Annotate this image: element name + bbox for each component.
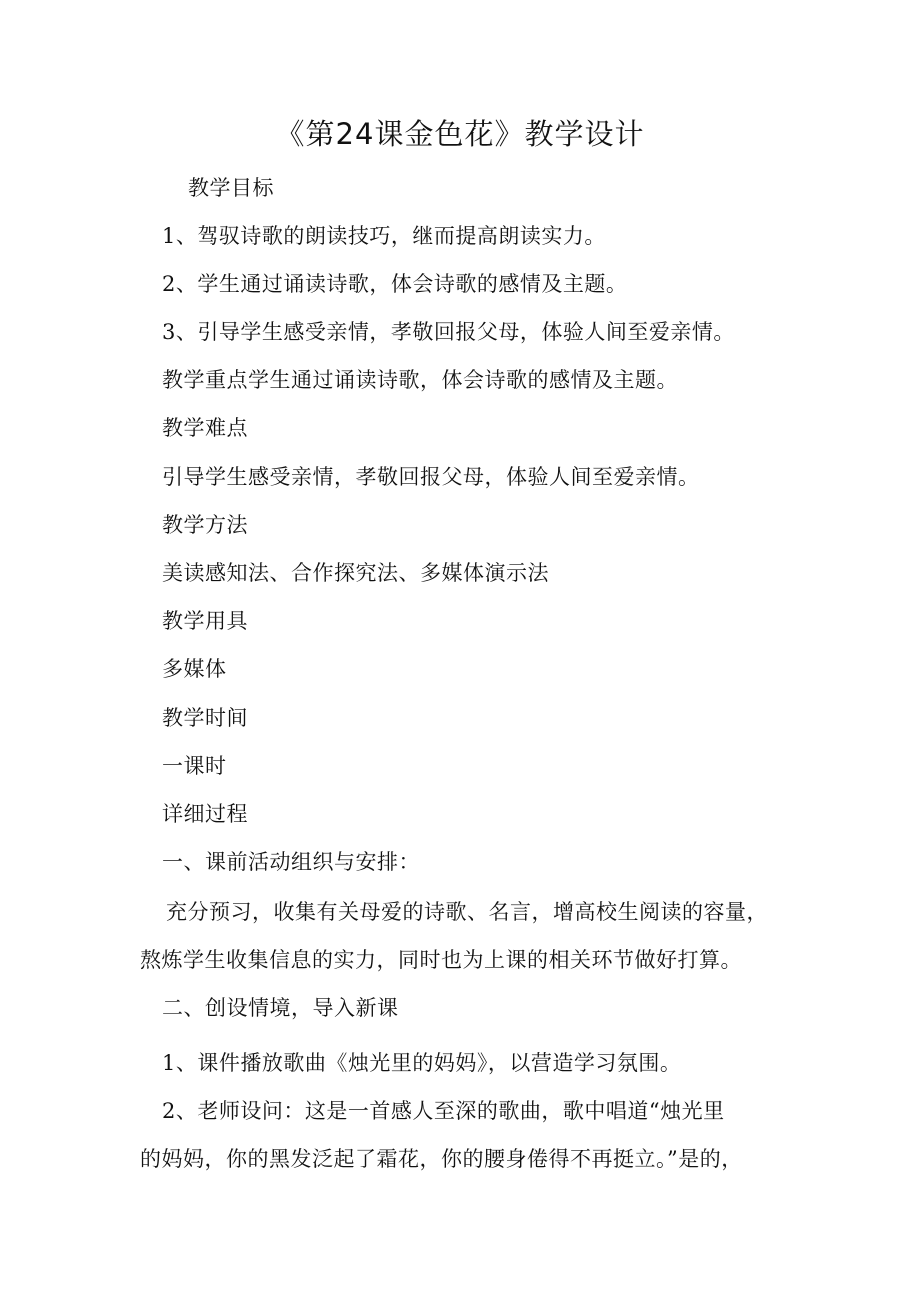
objective-item-3: 3、引导学生感受亲情，孝敬回报父母，体验人间至爱亲情。	[162, 320, 735, 344]
difficulty-text: 引导学生感受亲情，孝敬回报父母，体验人间至爱亲情。	[162, 465, 700, 489]
time-text: 一课时	[162, 754, 227, 778]
paragraph-line: 的妈妈，你的黑发泛起了霜花，你的腰身倦得不再挺立。”是的，	[140, 1147, 743, 1171]
key-point-text: 教学重点学生通过诵读诗歌，体会诗歌的感情及主题。	[162, 368, 678, 392]
paragraph-line: 1、课件播放歌曲《烛光里的妈妈》，以营造学习氛围。	[162, 1051, 682, 1075]
methods-text: 美读感知法、合作探究法、多媒体演示法	[162, 561, 549, 585]
section-heading-objectives: 教学目标	[188, 176, 274, 200]
objective-item-2: 2、学生通过诵读诗歌，体会诗歌的感情及主题。	[162, 272, 628, 296]
document-title: 《第24课金色花》教学设计	[275, 117, 645, 151]
section-heading-process: 详细过程	[162, 802, 248, 826]
paragraph-line: 2、老师设问：这是一首感人至深的歌曲，歌中唱道“烛光里	[162, 1099, 725, 1123]
process-step-2-heading: 二、创设情境，导入新课	[162, 996, 399, 1020]
section-heading-difficulty: 教学难点	[162, 416, 248, 440]
tools-text: 多媒体	[162, 657, 227, 681]
paragraph-line: 熬炼学生收集信息的实力，同时也为上课的相关环节做好打算。	[140, 948, 742, 972]
process-step-1-heading: 一、课前活动组织与安排：	[162, 850, 420, 874]
section-heading-time: 教学时间	[162, 706, 248, 730]
paragraph-line: 充分预习，收集有关母爱的诗歌、名言，增高校生阅读的容量，	[166, 900, 768, 924]
section-heading-methods: 教学方法	[162, 513, 248, 537]
objective-item-1: 1、驾驭诗歌的朗读技巧，继而提高朗读实力。	[162, 224, 606, 248]
section-heading-tools: 教学用具	[162, 609, 248, 633]
